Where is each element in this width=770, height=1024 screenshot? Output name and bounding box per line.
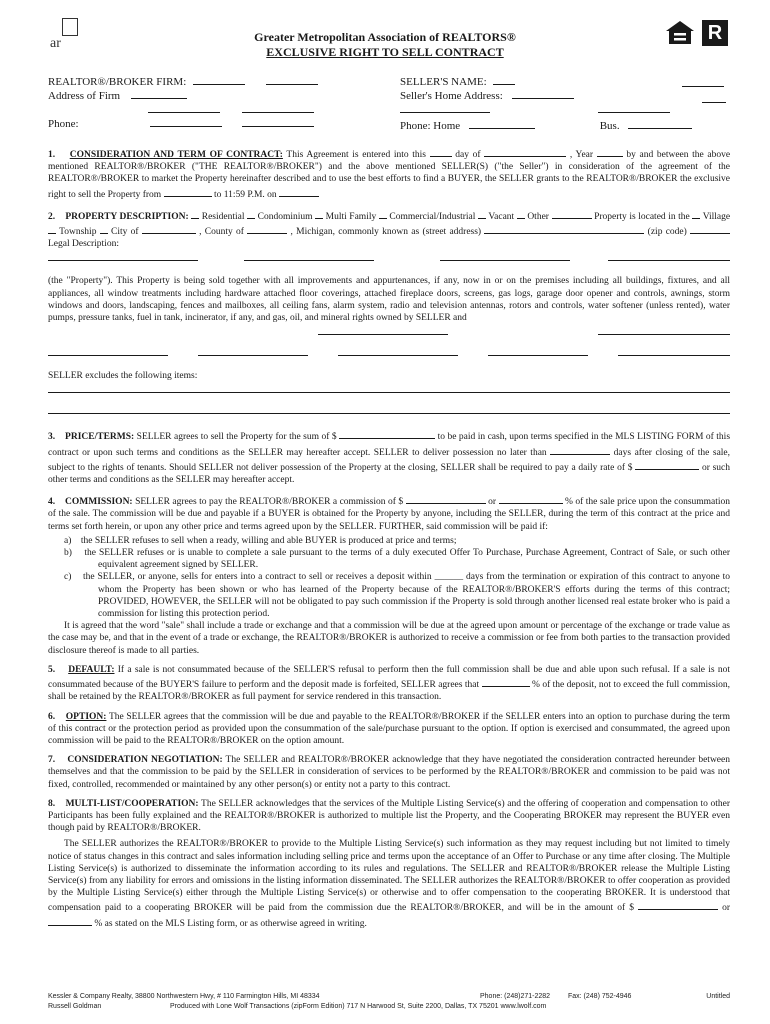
condominium-checkbox[interactable] <box>247 208 255 219</box>
section-1 <box>48 146 730 201</box>
section-8-text-a: The SELLER acknowledges that the services of the Multiple Listing Service(s) and the offering of cooperation and compensation to other Participants has been fully explained and the REALTOR®/BROKER is authorized to multiple list the Property, and the Cooperating BROKER may represent the BUYER even though paid by REALTOR®/BROKER. <box>48 798 730 834</box>
section-7-heading: CONSIDERATION NEGOTIATION: <box>67 755 223 766</box>
zip-field[interactable] <box>690 223 730 234</box>
legal-description-lines <box>48 254 730 268</box>
section-4-text-c: It is agreed that the word "sale" shall include a trade or exchange and that a commission will be due at the agreed upon amount or percentage of the exchange or trade value as the case may be, and that in the event of a trade or exchange, the REALTOR®/BROKER is authorized to receive a commission or fee from both parties to the transaction provided disclosure thereof is made to all parties. <box>48 621 730 656</box>
exclusion-line-2[interactable] <box>48 413 730 414</box>
vacant-label: Vacant <box>488 211 515 222</box>
footer-document-name: Untitled <box>706 993 730 1000</box>
firm-label: REALTOR®/BROKER FIRM: <box>48 76 187 88</box>
other-label: Other <box>527 211 549 222</box>
commission-amount-field[interactable] <box>406 493 486 504</box>
section-3-number: 3. <box>48 432 56 443</box>
exclusion-lines-2 <box>48 407 730 421</box>
inclusion-line-6[interactable] <box>488 355 588 356</box>
firm-name-field-2[interactable] <box>266 74 318 85</box>
condition-c-text: the SELLER, or anyone, sells for enters into a contract to sell or receives a deposit within ______ days from the termination or expiration of this contract to anyone to whom the Property has been shown or who has learned of the Property because of the REALTOR®/BROKER'S efforts during the terms of this contract; PROVIDED, HOWEVER, the SELLER will not be obligated to pay such commission if the Property is sold through another licensed real estate broker who is paid a commission for listing this protection period. <box>82 572 730 620</box>
seller-address-row <box>400 88 574 103</box>
daily-rate-field[interactable] <box>635 459 699 470</box>
section-4-heading: COMMISSION: <box>65 497 133 508</box>
county-field[interactable] <box>247 223 287 234</box>
section-8 <box>48 798 730 835</box>
seller-address-label: Seller's Home Address: <box>400 90 503 102</box>
firm-name-row <box>48 74 318 89</box>
footer-fax: Fax: (248) 752-4946 <box>568 993 632 1000</box>
legal-description-line-1[interactable] <box>48 260 198 261</box>
condition-a-text: the SELLER refuses to sell when a ready, willing and able BUYER is produced at price and terms; <box>80 535 457 546</box>
realtor-r-icon: R <box>702 20 728 46</box>
residential-checkbox[interactable] <box>191 208 199 219</box>
condition-b <box>64 547 730 571</box>
contract-title: EXCLUSIVE RIGHT TO SELL CONTRACT <box>266 45 504 59</box>
commission-conditions-list <box>64 535 730 620</box>
other-field[interactable] <box>552 208 592 219</box>
seller-address-line-2[interactable] <box>400 112 490 113</box>
section-3-text-d: days after closing of the sale, subject to the rights of tenants. Should SELLER not deliver possession of the Property at the closing, SELLER shall be required to pay a daily rate of $ <box>48 447 731 473</box>
exclusion-line-1[interactable] <box>48 392 730 393</box>
possession-days-field[interactable] <box>550 444 610 455</box>
condominium-label: Condominium <box>257 211 313 222</box>
inclusion-line-3[interactable] <box>48 355 168 356</box>
section-6-number: 6. <box>48 711 56 722</box>
section-1-text-e: to 11:59 P.M. on <box>213 189 277 200</box>
municipality-field[interactable] <box>142 223 196 234</box>
section-3-text-a: SELLER agrees to sell the Property for the sum of $ <box>136 432 337 443</box>
exclusion-lines-1 <box>48 386 730 400</box>
condition-b-label: b) <box>64 548 72 559</box>
end-date-field[interactable] <box>279 186 319 197</box>
section-6-heading: OPTION: <box>65 711 107 722</box>
section-2-text-b: (the "Property"). This Property is being sold together with all improvements and appurtenances, if any, now in or on the premises including all buildings, fixtures, and all appliances, all window treatments including hardware attached floor coverings, attached fireplace doors, screens, gas logs, garage door opener and controls, awnings, storm windows and doors, landscaping, fences and mailboxes, all ceiling fans, alarm system, radio and television antennas, rotors and controls, water softener (unless rented), water pumps, pressure tanks, fuel in tank, incinerator, if any, and gas, oil, and mineral rights owned by SELLER and <box>48 276 730 324</box>
section-3-text-b: to be paid in cash, upon terms specified in the MLS LISTING FORM of this contract or upon such terms and conditions as the SELLER may hereafter accept. <box>48 432 731 458</box>
contract-body <box>48 146 730 937</box>
condition-c-label: c) <box>64 572 72 583</box>
inclusion-line-4[interactable] <box>198 355 308 356</box>
day-field[interactable] <box>430 146 452 157</box>
section-7-number: 7. <box>48 755 56 766</box>
inclusion-line-1[interactable] <box>318 334 448 335</box>
inclusion-lines-1 <box>48 328 730 342</box>
section-7 <box>48 754 730 791</box>
section-4-text-b: % of the sale price upon the consummation of the sale. The commission will be due and payable if a BUYER is obtained for the Property by anyone, including the SELLER, during the term of this contract at the price and terms set forth herein, or upon any other price and terms agreed upon by the SELLER. FURTHER, said commission will be paid if: <box>48 497 731 532</box>
sale-price-field[interactable] <box>339 428 435 439</box>
seller-name-field[interactable] <box>493 74 515 85</box>
seller-name-label: SELLER'S NAME: <box>400 76 487 88</box>
section-3 <box>48 428 730 486</box>
section-2-text-a: Property is located in the <box>594 211 690 222</box>
firm-address-line-2[interactable] <box>148 112 220 113</box>
section-2-inclusions <box>48 275 730 324</box>
residential-label: Residential <box>201 211 245 222</box>
section-2-heading: PROPERTY DESCRIPTION: <box>65 211 189 222</box>
inclusion-line-7[interactable] <box>618 355 730 356</box>
condition-b-text: the SELLER refuses or is unable to complete a sale pursuant to the terms of a duly executed Offer To Purchase, Purchase Agreement, Contract of Sale, or such other equivalent agreement signed by SELLER. <box>84 548 730 571</box>
section-4 <box>48 493 730 533</box>
section-6 <box>48 711 730 748</box>
condition-c <box>64 571 730 620</box>
deposit-percent-field[interactable] <box>482 676 530 687</box>
seller-phone-row <box>400 118 692 133</box>
other-checkbox[interactable] <box>517 208 525 219</box>
firm-phone-row <box>48 118 79 131</box>
section-5-text-b: % of the deposit, not to exceed the full commission, shall be retained by the REALTOR®/BROKER as full payment for service rendered in this transaction. <box>48 680 731 703</box>
inclusion-lines-2 <box>48 349 730 363</box>
commercial-label: Commercial/Industrial <box>389 211 476 222</box>
seller-name-row <box>400 74 515 89</box>
legal-description-label: Legal Description: <box>48 239 119 250</box>
vacant-checkbox[interactable] <box>478 208 486 219</box>
section-8-or: or <box>722 903 730 914</box>
township-label: Township <box>59 227 97 238</box>
condition-a-label: a) <box>64 535 72 546</box>
section-2-excludes <box>48 370 730 382</box>
seller-name-field-2[interactable] <box>682 86 724 87</box>
village-checkbox[interactable] <box>692 208 700 219</box>
commission-percent-field[interactable] <box>499 493 563 504</box>
seller-phone-home-field[interactable] <box>469 118 535 129</box>
year-field[interactable] <box>597 146 623 157</box>
section-8-heading: MULTI-LIST/COOPERATION: <box>65 798 199 809</box>
section-2-number: 2. <box>48 211 56 222</box>
section-5-number: 5. <box>48 664 56 675</box>
section-5 <box>48 664 730 704</box>
firm-address-label: Address of Firm <box>48 90 121 102</box>
equal-housing-opportunity-icon <box>665 20 695 46</box>
condition-a <box>64 535 730 547</box>
michigan-label: , Michigan, commonly known as (street address) <box>290 227 482 238</box>
inclusion-line-2[interactable] <box>598 334 730 335</box>
section-1-text-c: , Year <box>569 150 594 160</box>
excludes-label: SELLER excludes the following items: <box>48 371 198 382</box>
seller-address-field-2[interactable] <box>702 102 726 103</box>
section-1-heading: CONSIDERATION AND TERM OF CONTRACT: <box>69 150 283 160</box>
coop-amount-field[interactable] <box>638 899 718 910</box>
firm-address-line-3[interactable] <box>242 112 314 113</box>
firm-address-field[interactable] <box>131 88 187 99</box>
township-checkbox[interactable] <box>48 223 56 234</box>
multi-family-checkbox[interactable] <box>315 208 323 219</box>
section-1-number: 1. <box>48 150 56 160</box>
city-checkbox[interactable] <box>100 223 108 234</box>
village-label: Village <box>702 211 731 222</box>
section-8-number: 8. <box>48 798 56 809</box>
section-3-heading: PRICE/TERMS: <box>65 432 135 443</box>
section-5-heading: DEFAULT: <box>68 664 115 675</box>
start-date-field[interactable] <box>164 186 212 197</box>
section-8-mls <box>48 838 730 929</box>
footer-software-credit: Produced with Lone Wolf Transactions (zipForm Edition) 717 N Harwood St, Suite 2200, Dallas, TX 75201 www.lwolf.com <box>170 1003 547 1010</box>
association-name: Greater Metropolitan Association of REALTORS® <box>254 30 516 44</box>
street-address-field[interactable] <box>484 223 644 234</box>
seller-phone-bus-label: Bus. <box>599 120 620 132</box>
section-1-text-b: day of <box>455 150 481 160</box>
section-4-number: 4. <box>48 497 56 508</box>
legal-description-line-2[interactable] <box>244 260 374 261</box>
coop-percent-field[interactable] <box>48 915 92 926</box>
association-logo-text: ar <box>50 36 61 51</box>
section-1-text-d: by and between the above mentioned REALTOR®/BROKER ("THE REALTOR®/BROKER") and the above mentioned SELLER(S) ("the Seller") in consideration of the agreement of the REALTOR®/BROKER to market the Property hereinafter described and to use the best efforts to find a BUYER, the SELLER grants to the REALTOR®/BROKER the exclusive right to sell the Property from <box>48 150 731 200</box>
section-4-text-a: SELLER agrees to pay the REALTOR®/BROKER a commission of $ <box>135 497 404 508</box>
seller-phone-home-label: Phone: Home <box>400 120 461 132</box>
city-label: City of <box>111 227 139 238</box>
multi-family-label: Multi Family <box>325 211 377 222</box>
section-7-text-a: The SELLER and REALTOR®/BROKER acknowledge that they have negotiated the consideration contracted hereunder between themselves and that the commission to be paid by the SELLER in consideration of services to be performed by the REALTOR®/BROKER and commission to be paid was not fixed, controlled, recommended or maintained by any other person(s) or entity not a party to this contract. <box>48 755 730 790</box>
section-3-text-e: or such other terms and conditions as the SELLER may hereafter accept. <box>48 462 731 486</box>
section-3-text-c: SELLER to deliver possession no later than <box>373 447 547 458</box>
seller-phone-bus-field[interactable] <box>628 118 692 129</box>
legal-description-line-4[interactable] <box>608 260 730 261</box>
footer-brokerage: Kessler & Company Realty, 38800 Northwestern Hwy, # 110 Farmington Hills, MI 48334 <box>48 993 320 1000</box>
commercial-checkbox[interactable] <box>379 208 387 219</box>
zip-label: (zip code) <box>647 227 687 238</box>
county-label: , County of <box>199 227 244 238</box>
firm-name-field[interactable] <box>193 74 245 85</box>
seller-address-line-3[interactable] <box>598 112 670 113</box>
footer-phone: Phone: (248)271-2282 <box>480 993 551 1000</box>
firm-phone-field[interactable] <box>150 126 222 127</box>
legal-description-line-3[interactable] <box>440 260 570 261</box>
section-8-text-c: % as stated on the MLS Listing form, or as otherwise agreed in writing. <box>94 918 367 929</box>
seller-address-field[interactable] <box>512 88 574 99</box>
footer-agent: Russell Goldman <box>48 1003 102 1010</box>
month-field[interactable] <box>484 146 566 157</box>
firm-phone-label: Phone: <box>48 118 79 130</box>
firm-phone-field-2[interactable] <box>242 126 314 127</box>
section-6-text-a: The SELLER agrees that the commission will be due and payable to the REALTOR®/BROKER if the SELLER enters into an option to purchase during the term of this contract or the protection period as provided upon the consummation of the sale/purchase pursuant to the option. If option is exercised and consummated, the agreed upon commission will be paid to the REALTOR®/BROKER on the option amount. <box>48 711 730 746</box>
firm-address-row <box>48 88 187 103</box>
inclusion-line-5[interactable] <box>338 355 458 356</box>
section-4-or: or <box>488 497 497 508</box>
section-4-trade <box>48 620 730 657</box>
section-2 <box>48 208 730 251</box>
section-1-text-a: This Agreement is entered into this <box>286 150 426 160</box>
section-5-text-a: If a sale is not consummated because of the SELLER'S refusal to perform then the full commission shall be due and able upon such refusal. If a sale is not consummated because of the BUYER'S failure to perform and the deposit made is forfeited, SELLER agrees that <box>48 664 731 691</box>
section-8-text-b: The SELLER authorizes the REALTOR®/BROKER to provide to the Multiple Listing Service(s) such information as they may request including but not limited to timely notice of status changes in this contract and sales information including selling price and terms upon the acceptance of an Offer to Purchase or any time after closing. The Multiple Listing Service(s) is authorized to disseminate the information according to its rules and regulations. The SELLER and REALTOR®/BROKER release the Multiple Listing Service(s) from any liability for errors and omissions in the listing information disseminated. The SELLER authorizes the REALTOR®/BROKER to offer cooperation as provided by the Multiple Listing Service(s) either through the Multiple Listing Service(s) or otherwise and to offer compensation to the cooperating BROKER. It is understood that compensation paid to a cooperating BROKER will be paid from the commission due the REALTOR®/BROKER, and will be in the amount of $ <box>48 839 730 914</box>
